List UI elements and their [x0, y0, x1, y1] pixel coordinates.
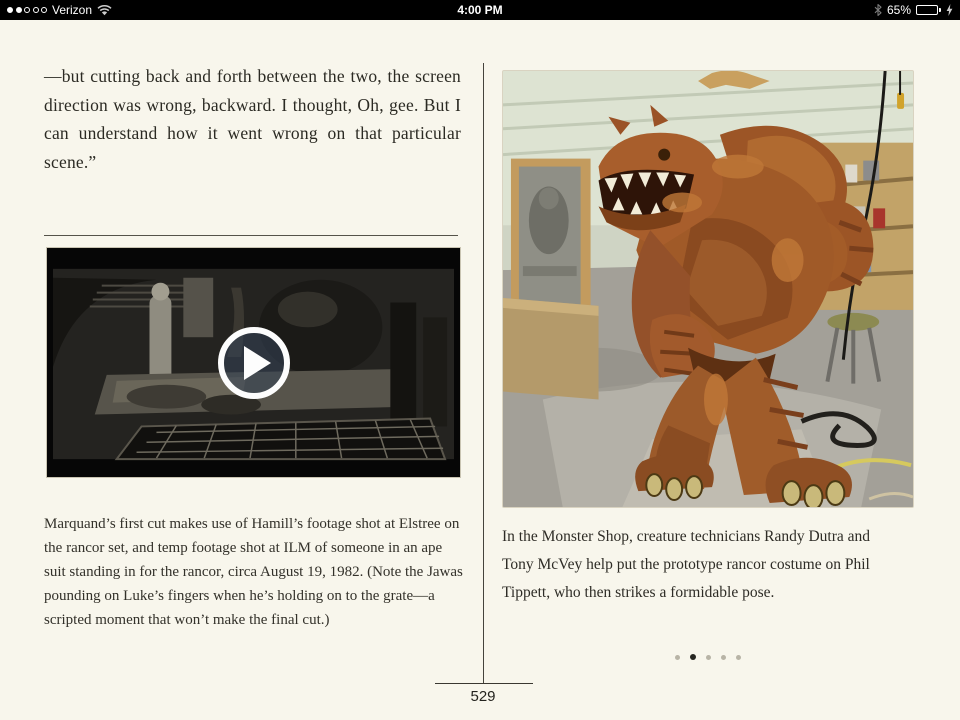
play-button[interactable] [218, 327, 290, 399]
signal-dot [41, 7, 47, 13]
photo-caption: In the Monster Shop, creature technicians Randy Dutra and Tony McVey help put the prototype rancor costume on Phil Tippett, who then strikes a formidable pose. [502, 528, 871, 601]
column-divider [483, 63, 484, 684]
rancor-photo-art [503, 71, 913, 507]
book-page [0, 20, 960, 720]
battery-percent-label: 65% [886, 3, 911, 17]
wifi-icon [97, 5, 112, 16]
pagination-dot[interactable] [675, 655, 680, 660]
paragraph-text: —but cutting back and forth between the two, the screen direction was wrong, backward. I thought, Oh, gee. But I can understand how it went wrong on that particular scene.” [44, 66, 461, 172]
video-caption: Marquand’s first cut makes use of Hamill’s footage shot at Elstree on the rancor set, and temp footage shot at ILM of someone in an ape suit standing in for the rancor, circa August 19, 1982. (Note the Jawas pounding on Luke’s fingers when he’s holding on to the grate—a scripted moment that won’t make the final cut.) [44, 516, 463, 628]
signal-dot [24, 7, 30, 13]
signal-dot [7, 7, 13, 13]
media-pagination-dots [502, 654, 914, 660]
clock: 4:00 PM [457, 3, 503, 17]
embedded-video-player[interactable] [46, 247, 461, 478]
battery-icon [916, 5, 941, 15]
pagination-dot-active[interactable] [690, 654, 696, 660]
charging-bolt-icon [946, 4, 953, 16]
carrier-label: Verizon [52, 3, 93, 17]
pagination-dot[interactable] [736, 655, 741, 660]
pagination-dot[interactable] [721, 655, 726, 660]
play-icon [244, 346, 271, 380]
section-divider [44, 235, 458, 236]
bluetooth-icon [874, 4, 882, 16]
page-number-rule [435, 683, 533, 684]
rancor-photo[interactable] [502, 70, 914, 508]
signal-dot [16, 7, 22, 13]
page-number: 529 [470, 688, 496, 705]
pagination-dot[interactable] [706, 655, 711, 660]
body-paragraph [44, 62, 461, 176]
signal-dot [33, 7, 39, 13]
status-bar [0, 0, 960, 20]
cell-signal-icon [7, 7, 47, 13]
